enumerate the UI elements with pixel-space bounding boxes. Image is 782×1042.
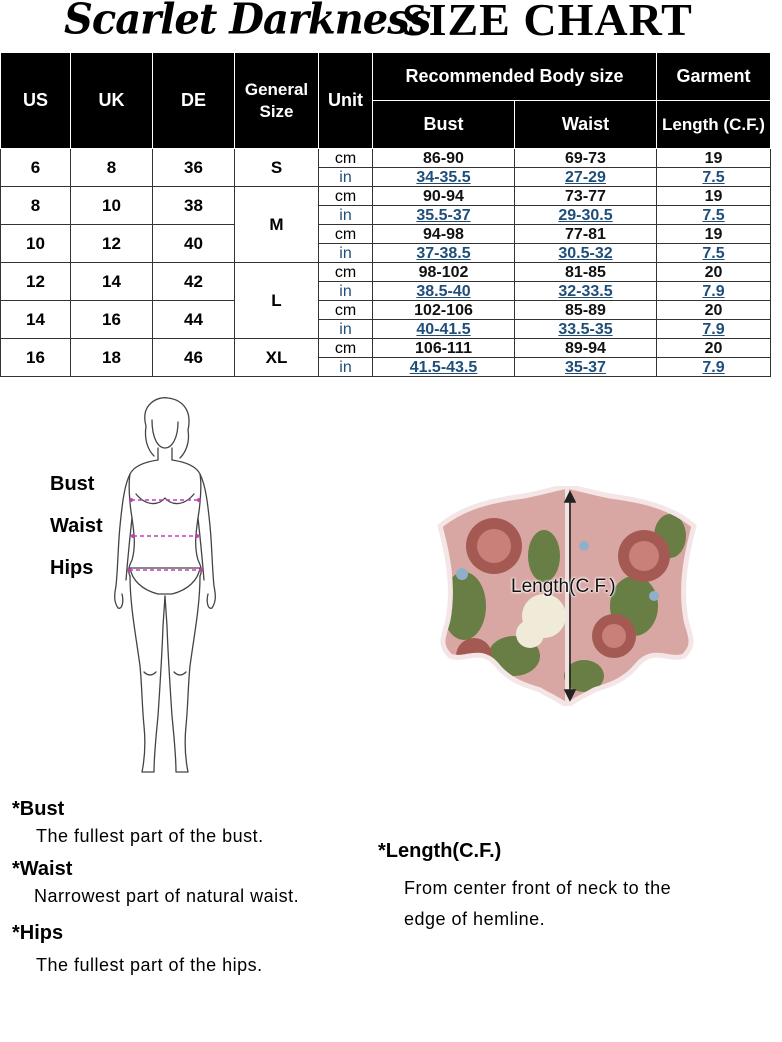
bust-cm: 90-94 <box>373 187 515 206</box>
bust-definition-title: *Bust <box>12 798 65 820</box>
bust-definition-text: The fullest part of the bust. <box>36 826 264 846</box>
length-cm: 19 <box>657 149 771 168</box>
length-definition-title: *Length(C.F.) <box>378 840 502 862</box>
size-chart-table <box>0 52 771 377</box>
length-cm: 20 <box>657 263 771 282</box>
bust-label: Bust <box>50 473 95 495</box>
unit-in: in <box>319 282 373 301</box>
waist-definition-text: Narrowest part of natural waist. <box>34 886 300 906</box>
us-size: 10 <box>1 225 71 263</box>
length-cm: 20 <box>657 301 771 320</box>
de-size: 38 <box>153 187 235 225</box>
de-size: 36 <box>153 149 235 187</box>
de-size: 40 <box>153 225 235 263</box>
unit-in: in <box>319 358 373 377</box>
table-row <box>1 149 771 168</box>
header-unit: Unit <box>319 53 373 149</box>
unit-cm: cm <box>319 339 373 358</box>
header-uk: UK <box>71 53 153 149</box>
unit-in: in <box>319 168 373 187</box>
length-cm: 19 <box>657 187 771 206</box>
unit-cm: cm <box>319 301 373 320</box>
length-in: 7.5 <box>657 244 771 263</box>
bust-cm: 94-98 <box>373 225 515 244</box>
table-row <box>1 225 771 244</box>
length-in: 7.9 <box>657 358 771 377</box>
bust-in: 37-38.5 <box>373 244 515 263</box>
us-size: 6 <box>1 149 71 187</box>
waist-in: 35-37 <box>515 358 657 377</box>
length-in: 7.9 <box>657 320 771 339</box>
unit-cm: cm <box>319 149 373 168</box>
bust-in: 35.5-37 <box>373 206 515 225</box>
uk-size: 14 <box>71 263 153 301</box>
length-in: 7.9 <box>657 282 771 301</box>
bust-in: 40-41.5 <box>373 320 515 339</box>
page-title: SIZE CHART <box>402 0 693 45</box>
length-cm: 20 <box>657 339 771 358</box>
header-general-size: General Size <box>235 53 319 149</box>
waist-in: 27-29 <box>515 168 657 187</box>
hips-label: Hips <box>50 557 94 579</box>
de-size: 44 <box>153 301 235 339</box>
bust-in: 38.5-40 <box>373 282 515 301</box>
bust-in: 34-35.5 <box>373 168 515 187</box>
bust-cm: 106-111 <box>373 339 515 358</box>
uk-size: 16 <box>71 301 153 339</box>
us-size: 14 <box>1 301 71 339</box>
bust-cm: 102-106 <box>373 301 515 320</box>
us-size: 8 <box>1 187 71 225</box>
waist-label: Waist <box>50 515 103 537</box>
unit-in: in <box>319 206 373 225</box>
uk-size: 8 <box>71 149 153 187</box>
bust-cm: 98-102 <box>373 263 515 282</box>
header-waist: Waist <box>515 101 657 149</box>
waist-cm: 89-94 <box>515 339 657 358</box>
unit-in: in <box>319 320 373 339</box>
general-size: S <box>235 149 319 187</box>
waist-in: 33.5-35 <box>515 320 657 339</box>
us-size: 12 <box>1 263 71 301</box>
waist-in: 30.5-32 <box>515 244 657 263</box>
bust-cm: 86-90 <box>373 149 515 168</box>
table-row <box>1 301 771 320</box>
hips-definition-title: *Hips <box>12 922 64 944</box>
waist-cm: 69-73 <box>515 149 657 168</box>
corset-length-label: Length(C.F.) <box>511 576 616 597</box>
table-row <box>1 187 771 206</box>
header-us: US <box>1 53 71 149</box>
uk-size: 12 <box>71 225 153 263</box>
table-row <box>1 339 771 358</box>
length-in: 7.5 <box>657 206 771 225</box>
header-recommended: Recommended Body size <box>373 53 657 101</box>
length-cm: 19 <box>657 225 771 244</box>
unit-cm: cm <box>319 187 373 206</box>
brand-logo: Scarlet Darkness <box>64 0 431 45</box>
waist-cm: 85-89 <box>515 301 657 320</box>
unit-cm: cm <box>319 263 373 282</box>
waist-cm: 81-85 <box>515 263 657 282</box>
header-garment: Garment <box>657 53 771 101</box>
bust-in: 41.5-43.5 <box>373 358 515 377</box>
unit-in: in <box>319 244 373 263</box>
body-figure-illustration <box>100 396 230 780</box>
hips-definition-text: The fullest part of the hips. <box>36 955 263 975</box>
waist-definition-title: *Waist <box>12 858 73 880</box>
uk-size: 18 <box>71 339 153 377</box>
length-in: 7.5 <box>657 168 771 187</box>
general-size: L <box>235 263 319 339</box>
length-definition-text-line1: From center front of neck to the <box>404 878 672 898</box>
waist-in: 32-33.5 <box>515 282 657 301</box>
length-definition-text-line2: edge of hemline. <box>404 909 546 929</box>
general-size: M <box>235 187 319 263</box>
unit-cm: cm <box>319 225 373 244</box>
de-size: 46 <box>153 339 235 377</box>
table-row <box>1 263 771 282</box>
uk-size: 10 <box>71 187 153 225</box>
waist-in: 29-30.5 <box>515 206 657 225</box>
general-size: XL <box>235 339 319 377</box>
us-size: 16 <box>1 339 71 377</box>
waist-cm: 73-77 <box>515 187 657 206</box>
header-bust: Bust <box>373 101 515 149</box>
waist-cm: 77-81 <box>515 225 657 244</box>
header-de: DE <box>153 53 235 149</box>
header-length: Length (C.F.) <box>657 101 771 149</box>
de-size: 42 <box>153 263 235 301</box>
